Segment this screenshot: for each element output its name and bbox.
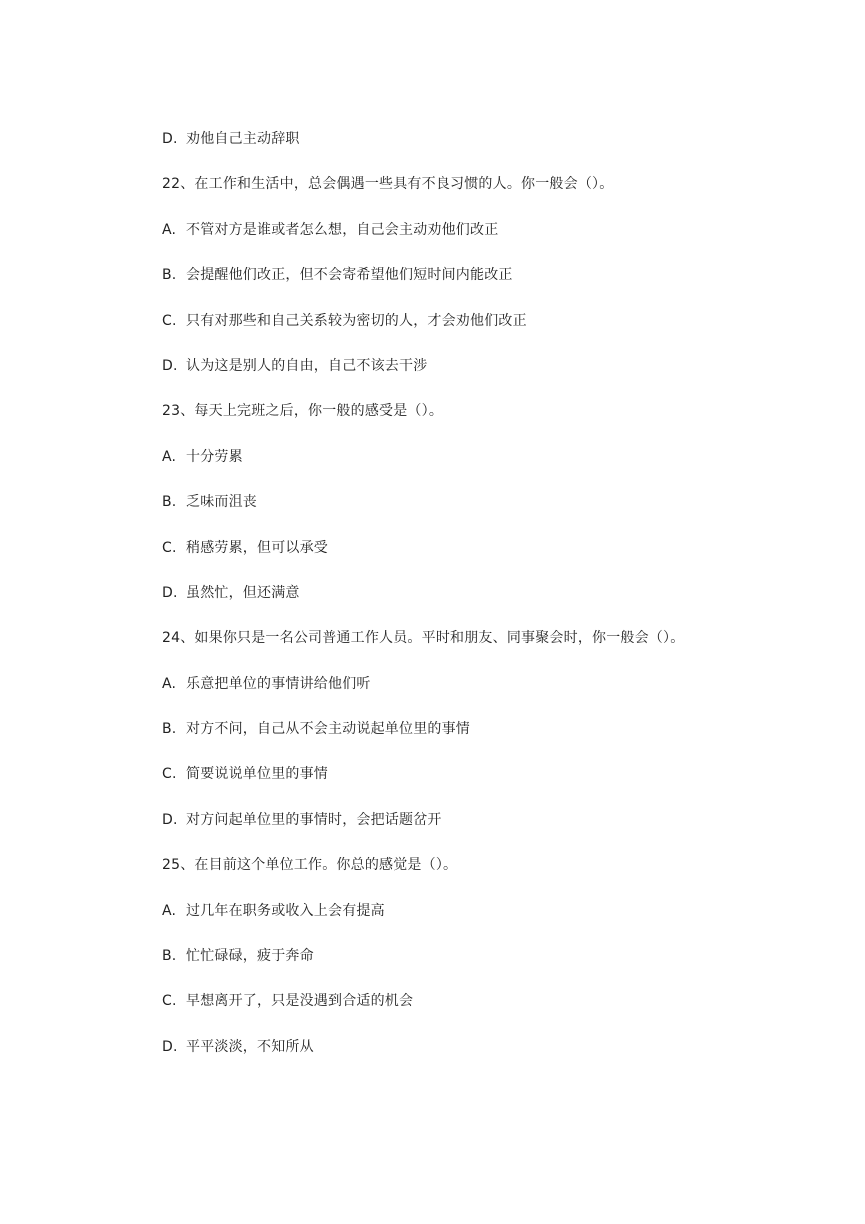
option-line (162, 218, 742, 263)
option-letter: B. (162, 494, 177, 511)
option-line (162, 717, 742, 762)
option-text: 对方不问，自己从不会主动说起单位里的事情 (186, 721, 470, 738)
option-line (162, 944, 742, 989)
option-line (162, 490, 742, 535)
option-text: 认为这是别人的自由，自己不该去干涉 (186, 357, 428, 374)
option-text: 不管对方是谁或者怎么想，自己会主动劝他们改正 (186, 221, 499, 238)
option-letter: C. (162, 993, 177, 1010)
option-text: 乏味而沮丧 (186, 494, 257, 511)
option-line (162, 808, 742, 853)
option-line (162, 989, 742, 1034)
option-letter: B. (162, 267, 177, 284)
option-line (162, 762, 742, 807)
question-line: 24、如果你只是一名公司普通工作人员。平时和朋友、同事聚会时，你一般会（）。 (162, 630, 685, 647)
option-letter: A. (162, 448, 177, 465)
option-letter: B. (162, 721, 177, 738)
option-letter: C. (162, 766, 177, 783)
document-body (162, 127, 742, 1080)
question-line: 25、在目前这个单位工作。你总的感觉是（）。 (162, 857, 458, 874)
option-text: 会提醒他们改正，但不会寄希望他们短时间内能改正 (186, 267, 513, 284)
option-line (162, 127, 742, 172)
option-letter: D. (162, 1038, 178, 1055)
option-text: 稍感劳累，但可以承受 (186, 539, 328, 556)
option-text: 劝他自己主动辞职 (186, 131, 300, 147)
option-line (162, 536, 742, 581)
option-letter: B. (162, 948, 177, 965)
option-line (162, 445, 742, 490)
option-line (162, 309, 742, 354)
option-text: 过几年在职务或收入上会有提高 (186, 902, 385, 919)
option-line (162, 581, 742, 626)
option-text: 虽然忙，但还满意 (186, 584, 300, 601)
option-line (162, 263, 742, 308)
option-letter: A. (162, 902, 177, 919)
option-letter: C. (162, 539, 177, 556)
option-letter: D. (162, 811, 178, 828)
option-text: 乐意把单位的事情讲给他们听 (186, 675, 371, 692)
option-letter: C. (162, 312, 177, 329)
option-text: 简要说说单位里的事情 (186, 766, 328, 783)
option-letter: D. (162, 131, 178, 147)
question-line: 23、每天上完班之后，你一般的感受是（）。 (162, 403, 444, 420)
option-letter: D. (162, 357, 178, 374)
question-line: 22、在工作和生活中，总会偶遇一些具有不良习惯的人。你一般会（）。 (162, 176, 614, 193)
option-letter: A. (162, 221, 177, 238)
option-line (162, 899, 742, 944)
option-text: 忙忙碌碌，疲于奔命 (186, 948, 314, 965)
option-line (162, 354, 742, 399)
option-letter: D. (162, 584, 178, 601)
option-line (162, 672, 742, 717)
option-letter: A. (162, 675, 177, 692)
option-text: 平平淡淡，不知所从 (186, 1038, 314, 1055)
option-text: 十分劳累 (186, 448, 243, 465)
option-text: 对方问起单位里的事情时，会把话题岔开 (186, 811, 442, 828)
option-text: 只有对那些和自己关系较为密切的人，才会劝他们改正 (186, 312, 527, 329)
option-text: 早想离开了，只是没遇到合适的机会 (186, 993, 414, 1010)
option-line (162, 1035, 742, 1080)
